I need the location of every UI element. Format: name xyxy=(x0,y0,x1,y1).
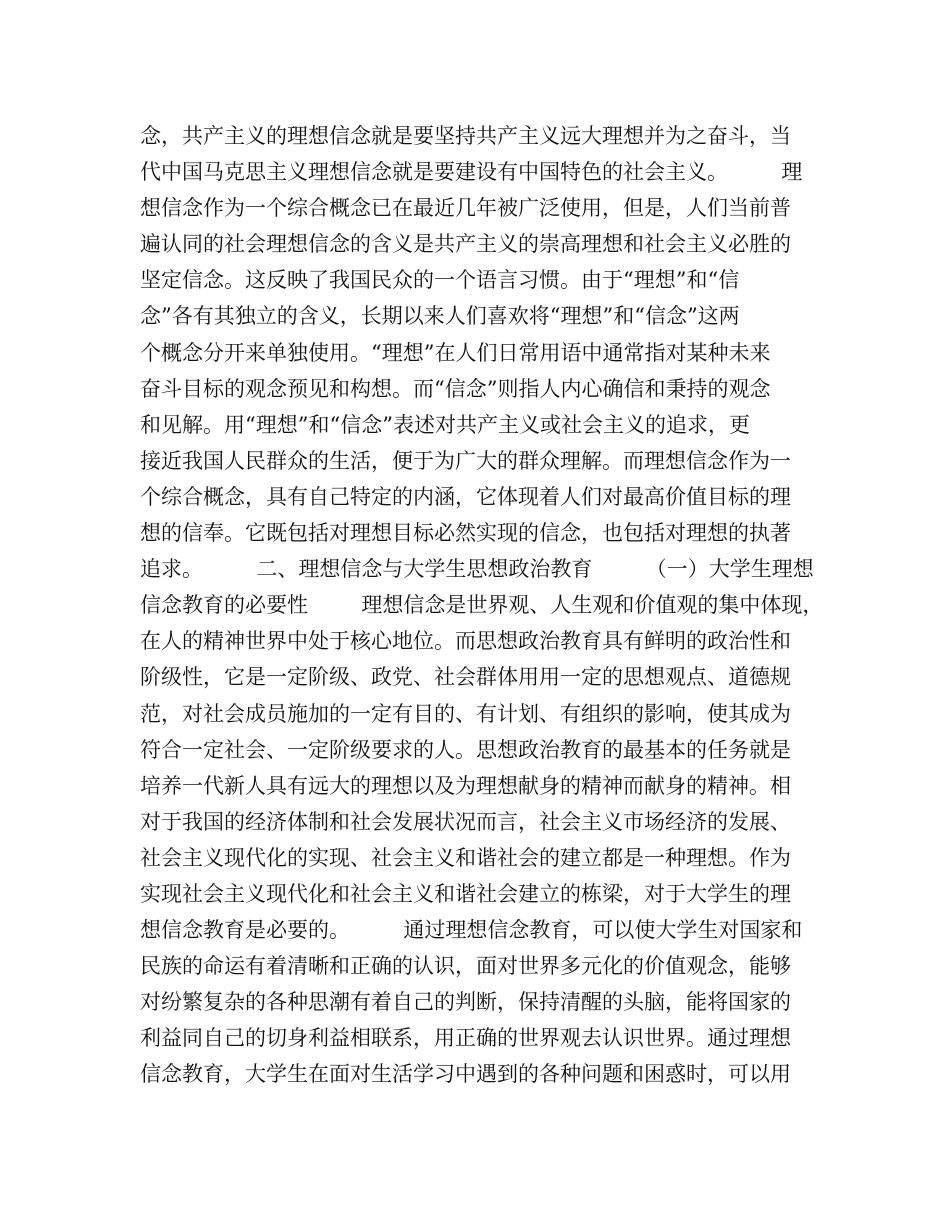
text-line: 阶级性，它是一定阶级、政党、社会群体用用一定的思想观点、道德规 xyxy=(140,665,791,690)
text-line: 念”各有其独立的含义，长期以来人们喜欢将“理想”和“信念”这两 xyxy=(140,304,740,329)
text-line: 想信念教育是必要的。 通过理想信念教育，可以使大学生对国家和 xyxy=(140,918,803,943)
text-line: 想信念作为一个综合概念已在最近几年被广泛使用，但是，人们当前普 xyxy=(140,196,791,221)
text-line: 信念教育，大学生在面对生活学习中遇到的各种问题和困惑时，可以用 xyxy=(140,1062,791,1087)
text-line: 个综合概念，具有自己特定的内涵，它体现着人们对最高价值目标的理 xyxy=(140,484,791,509)
text-line: 和见解。用“理想”和“信念”表述对共产主义或社会主义的追求，更 xyxy=(140,412,750,437)
text-line: 在人的精神世界中处于核心地位。而思想政治教育具有鲜明的政治性和 xyxy=(140,629,791,654)
text-line: 信念教育的必要性 理想信念是世界观、人生观和价值观的集中体现， xyxy=(140,593,824,618)
text-line: 念，共产主义的理想信念就是要坚持共产主义远大理想并为之奋斗，当 xyxy=(140,124,791,148)
text-line: 追求。 二、理想信念与大学生思想政治教育 （一）大学生理想 xyxy=(140,557,814,582)
text-line: 代中国马克思主义理想信念就是要建设有中国特色的社会主义。 理 xyxy=(140,160,803,185)
text-line: 个概念分开来单独使用。“理想”在人们日常用语中通常指对某种未来 xyxy=(140,340,771,365)
text-line: 对纷繁复杂的各种思潮有着自己的判断，保持清醒的头脑，能将国家的 xyxy=(140,990,791,1015)
text-line: 想的信奉。它既包括对理想目标必然实现的信念，也包括对理想的执著 xyxy=(140,521,791,546)
text-line: 社会主义现代化的实现、社会主义和谐社会的建立都是一种理想。作为 xyxy=(140,845,791,870)
text-line: 对于我国的经济体制和社会发展状况而言，社会主义市场经济的发展、 xyxy=(140,809,791,834)
text-line: 奋斗目标的观念预见和构想。而“信念”则指人内心确信和秉持的观念 xyxy=(140,376,771,401)
text-line: 实现社会主义现代化和社会主义和谐社会建立的栋梁，对于大学生的理 xyxy=(140,881,791,906)
body-text xyxy=(140,118,824,1093)
text-line: 民族的命运有着清晰和正确的认识，面对世界多元化的价值观念，能够 xyxy=(140,954,791,979)
text-line: 培养一代新人具有远大的理想以及为理想献身的精神而献身的精神。相 xyxy=(140,773,791,798)
text-line: 坚定信念。这反映了我国民众的一个语言习惯。由于“理想”和“信 xyxy=(140,268,740,293)
text-line: 范，对社会成员施加的一定有目的、有计划、有组织的影响，使其成为 xyxy=(140,701,791,726)
text-line: 符合一定社会、一定阶级要求的人。思想政治教育的最基本的任务就是 xyxy=(140,737,791,762)
text-line: 接近我国人民群众的生活，便于为广大的群众理解。而理想信念作为一 xyxy=(140,448,791,473)
text-line: 遍认同的社会理想信念的含义是共产主义的崇高理想和社会主义必胜的 xyxy=(140,232,791,257)
text-line: 利益同自己的切身利益相联系，用正确的世界观去认识世界。通过理想 xyxy=(140,1026,791,1051)
